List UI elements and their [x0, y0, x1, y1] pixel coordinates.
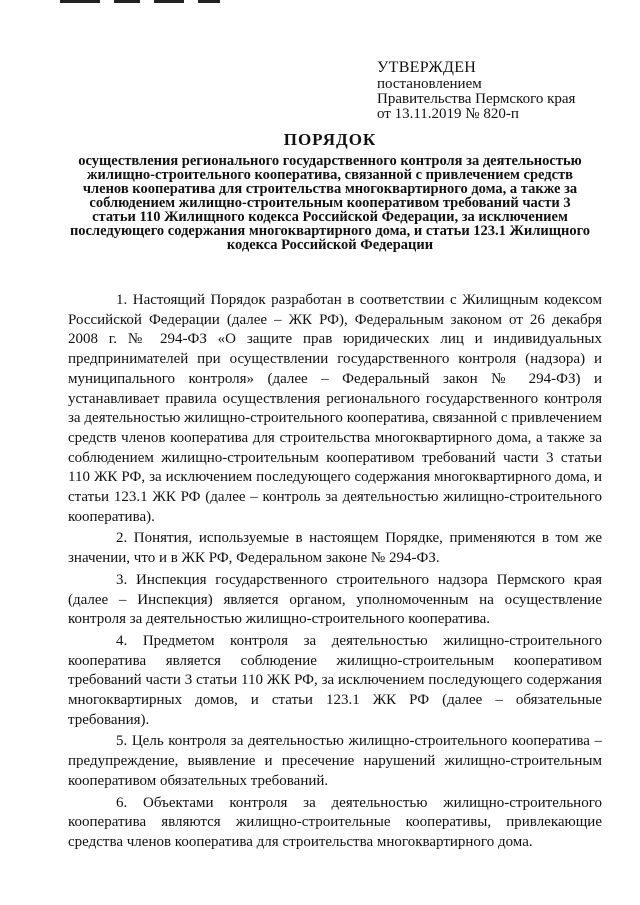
document-heading [60, 130, 600, 252]
approval-line: от 13.11.2019 № 820-п [377, 106, 519, 122]
scan-edge-marks [60, 0, 220, 6]
document-body [68, 291, 602, 853]
approval-line: Правительства Пермского края [377, 91, 576, 107]
paragraph-3: 3. Инспекция государственного строительного надзора Пермского края (далее – Инспекция) является органом, уполномоченным на осуществление контроля за деятельностью жилищно-строительного кооператива. [68, 571, 602, 628]
paragraph-5: 5. Цель контроля за деятельностью жилищно-строительного кооператива – предупреждение, выявление и пресечение нарушений жилищно-строительным кооперативом обязательных требований. [68, 733, 602, 789]
document-title: ПОРЯДОК [283, 130, 377, 149]
paragraph-4: 4. Предметом контроля за деятельностью жилищно-строительного кооператива является соблюдение жилищно-строительным кооперативом требований части 3 статьи 110 ЖК РФ, за исключением последующего содержания многоквартирных домов, и статьи 123.1 ЖК РФ (далее – обязательные требования). [68, 632, 602, 728]
paragraph-2: 2. Понятия, используемые в настоящем Порядке, применяются в том же значении, что и в ЖК РФ, Федеральном законе № 294-ФЗ. [68, 530, 602, 567]
approval-line: постановлением [377, 76, 482, 92]
approval-stamp [377, 60, 627, 122]
paragraph-6: 6. Объектами контроля за деятельностью жилищно-строительного кооператива являются жилищно-строительные кооперативы, привлекающие средства членов кооператива для строительства многоквартирного дома. [68, 794, 602, 850]
paragraph-1: 1. Настоящий Порядок разработан в соответствии с Жилищным кодексом Российской Федерации (далее – ЖК РФ), Федеральным законом от 26 декабря 2008 г. № 294-ФЗ «О защите прав юридических лиц и индивидуальных предпринимателей при осуществлении государственного контроля (надзора) и муниципального контроля» (далее – Федеральный закон № 294-ФЗ) и устанавливает правила осуществления регионального государственного контроля за деятельностью жилищно-строительного кооператива, связанной с привлечением средств членов кооператива для строительства многоквартирного дома, а также за соблюдением жилищно-строительным кооперативом требований части 3 статьи 110 ЖК РФ, за исключением последующего содержания многоквартирного дома, и статьи 123.1 ЖК РФ (далее – контроль за деятельностью жилищно-строительного кооператива). [68, 292, 602, 525]
document-subtitle: осуществления регионального государственного контроля за деятельностью жилищно-строительного кооператива, связанной с привлечением средств членов кооператива для строительства многоквартирного дома, а также за соблюдением жилищно-строительным кооперативом требований части 3 статьи 110 Жилищного кодекса Российской Федерации, за исключением последующего содержания многоквартирного дома, и статьи 123.1 Жилищного кодекса Российской Федерации [69, 153, 591, 253]
approval-title: УТВЕРЖДЕН [377, 59, 477, 76]
